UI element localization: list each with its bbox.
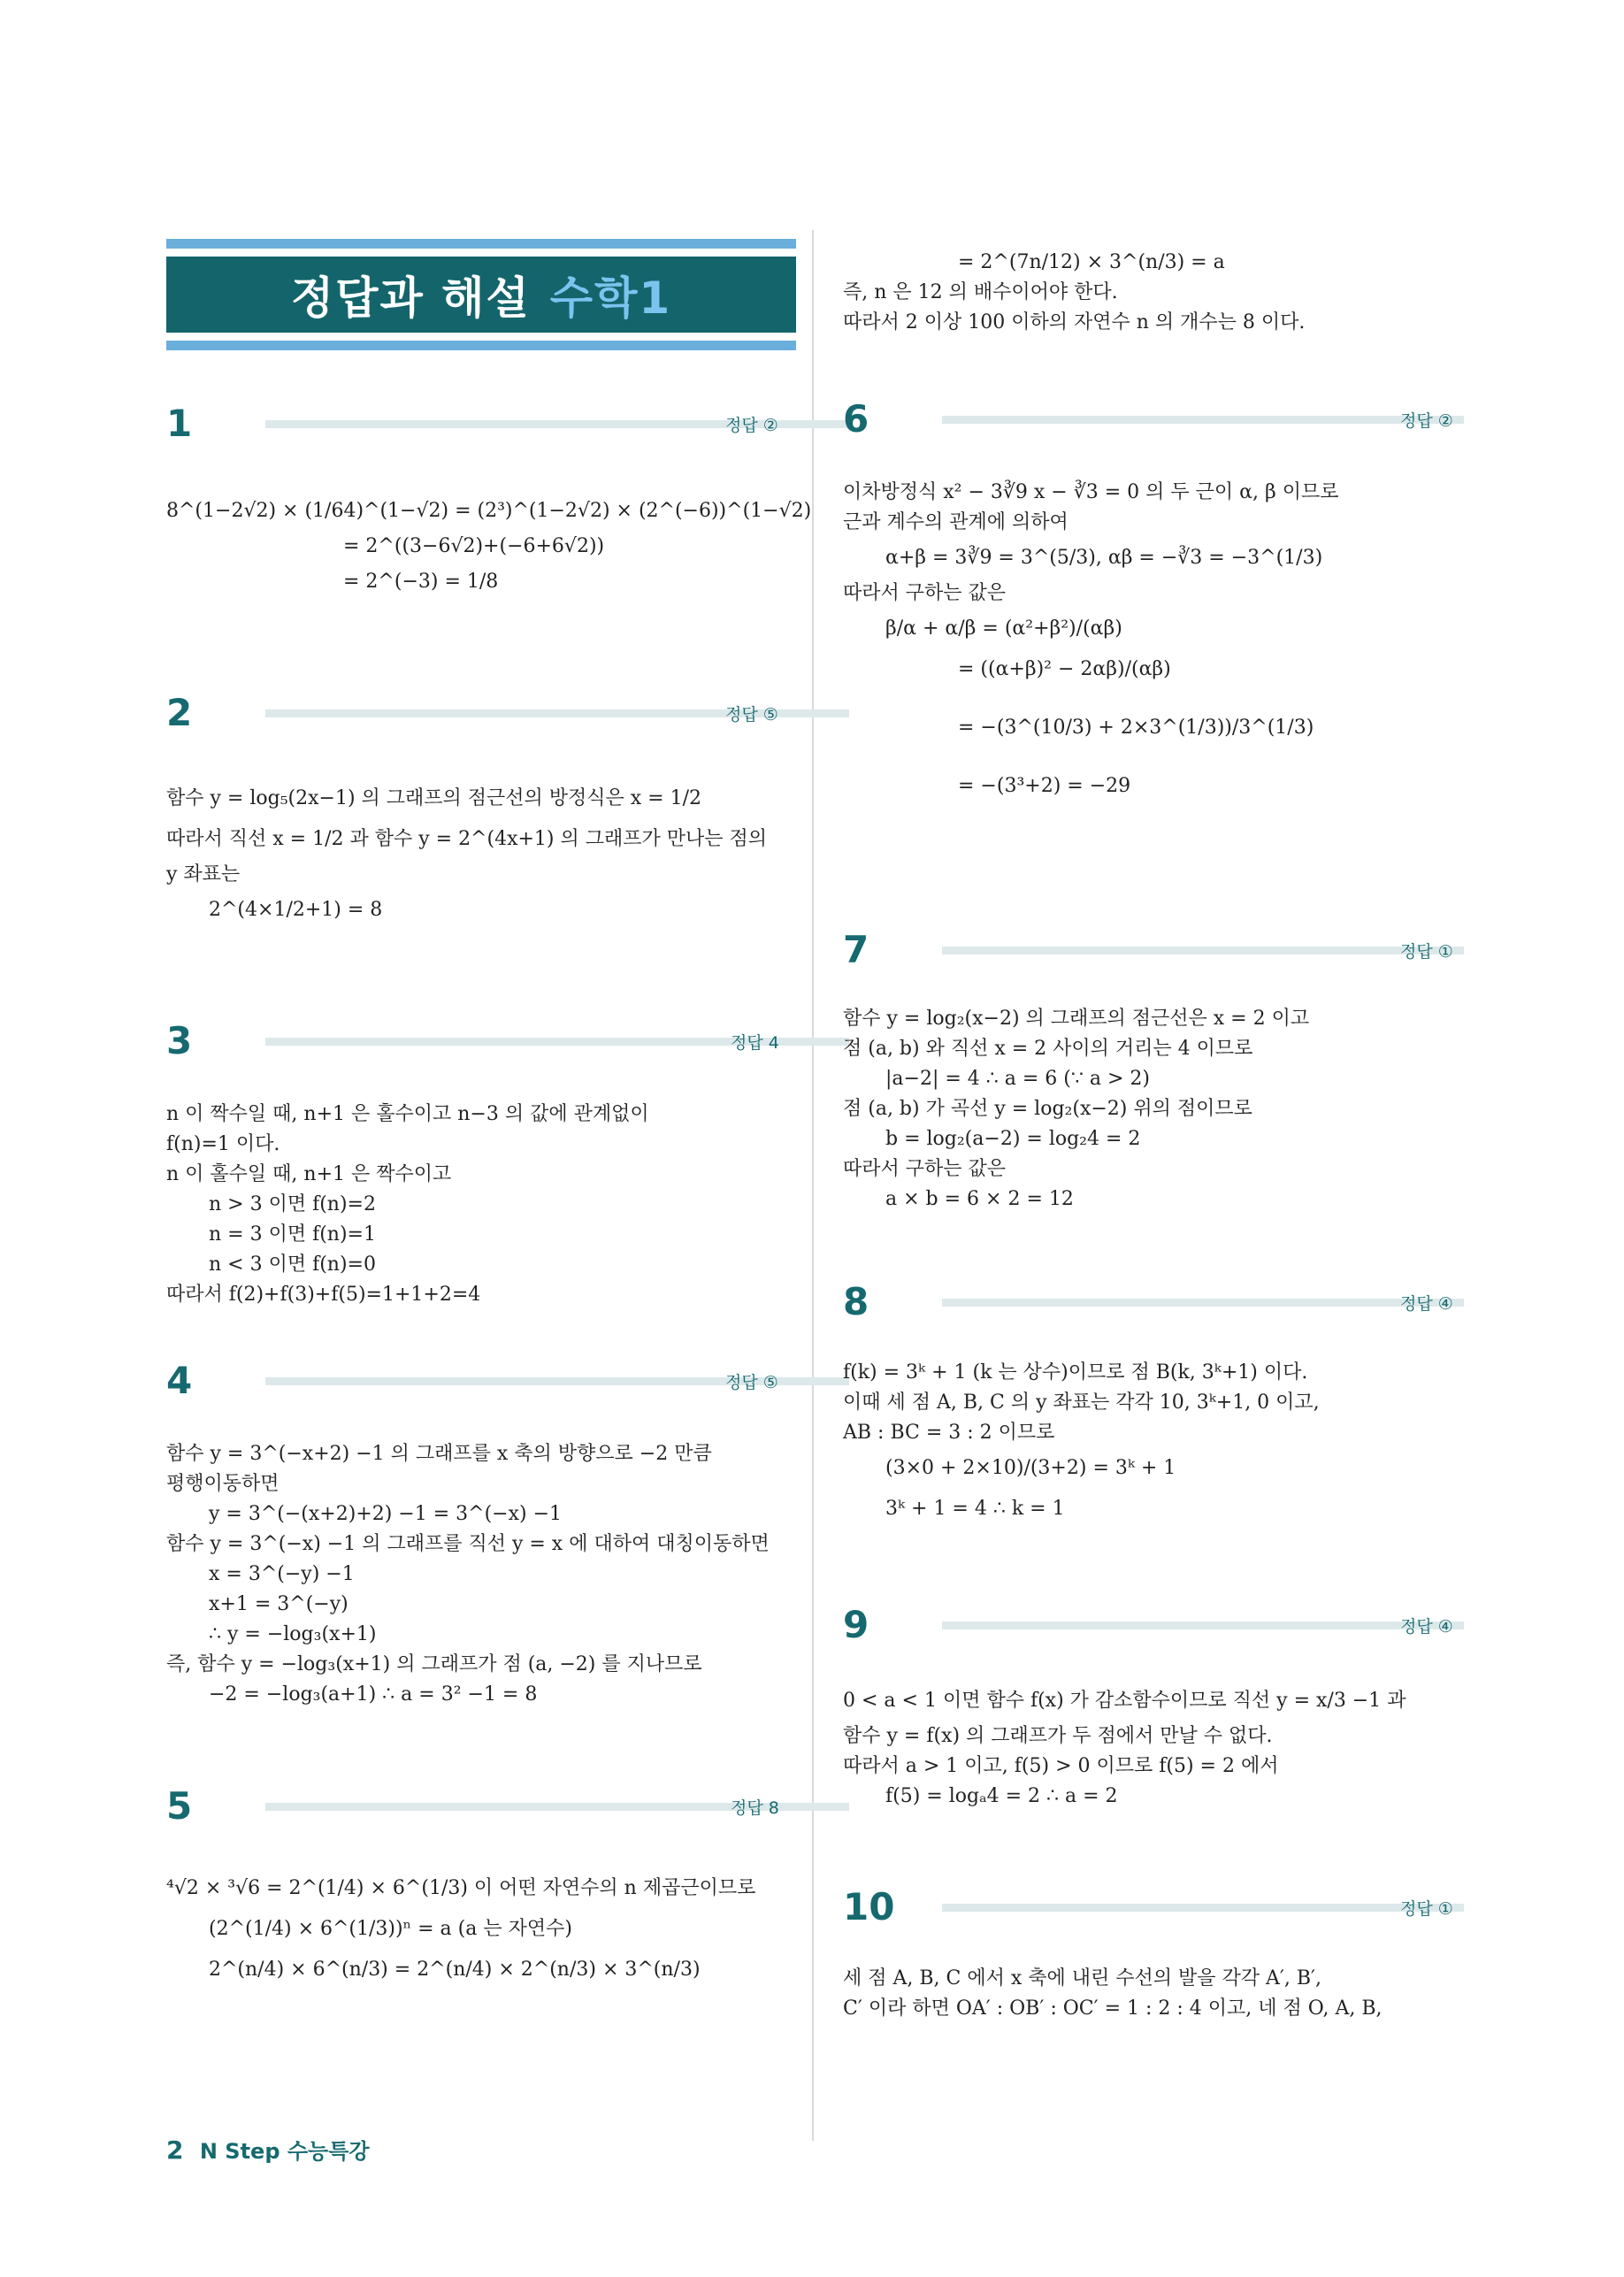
question-3-header bbox=[166, 1020, 796, 1062]
solution-line: 점 (a, b) 와 직선 x = 2 사이의 거리는 4 이므로 bbox=[843, 1038, 1253, 1060]
solution-line: 따라서 구하는 값은 bbox=[843, 582, 1007, 604]
solution-line: a × b = 6 × 2 = 12 bbox=[885, 1188, 1074, 1210]
solution-line: y 좌표는 bbox=[166, 863, 241, 886]
question-10-header bbox=[843, 1886, 1462, 1928]
question-5-solution-a bbox=[166, 1868, 755, 1990]
solution-line: 함수 y = 3^(−x+2) −1 의 그래프를 x 축의 방향으로 −2 만큼 bbox=[166, 1443, 712, 1465]
question-2-solution bbox=[166, 778, 767, 931]
question-6-header bbox=[843, 398, 1462, 441]
solution-line: = 2^((3−6√2)+(−6+6√2)) bbox=[343, 535, 605, 557]
question-1-solution bbox=[166, 491, 811, 602]
solution-line: = −(3^(10/3) + 2×3^(1/3))/3^(1/3) bbox=[958, 717, 1314, 739]
page-number: 2 bbox=[166, 2135, 184, 2165]
answer-label: 정답 ⑤ bbox=[725, 705, 778, 724]
solution-line: ⁴√2 × ³√6 = 2^(1/4) × 6^(1/3) 이 어떤 자연수의 n 제곱근이므로 bbox=[166, 1877, 756, 1899]
solution-line: 이때 세 점 A, B, C 의 y 좌표는 각각 10, 3ᵏ+1, 0 이고, bbox=[843, 1392, 1320, 1414]
solution-line: = ((α+β)² − 2αβ)/(αβ) bbox=[958, 658, 1171, 680]
question-number: 10 bbox=[843, 1885, 895, 1928]
banner-box bbox=[166, 257, 796, 333]
question-number: 1 bbox=[166, 402, 193, 445]
question-9-solution bbox=[843, 1681, 1406, 1812]
solution-line: 0 < a < 1 이면 함수 f(x) 가 감소함수이므로 직선 y = x/3 −1 과 bbox=[843, 1690, 1406, 1712]
solution-line: n > 3 이면 f(n)=2 bbox=[209, 1193, 376, 1215]
question-number: 7 bbox=[843, 928, 869, 971]
solution-line: −2 = −log₃(a+1) ∴ a = 3² −1 = 8 bbox=[209, 1683, 538, 1706]
solution-line: f(n)=1 이다. bbox=[166, 1133, 280, 1155]
solution-line: 점 (a, b) 가 곡선 y = log₂(x−2) 위의 점이므로 bbox=[843, 1098, 1252, 1120]
question-4-solution bbox=[166, 1439, 770, 1710]
solution-line: (3×0 + 2×10)/(3+2) = 3ᵏ + 1 bbox=[885, 1457, 1176, 1479]
solution-line: 따라서 f(2)+f(3)+f(5)=1+1+2=4 bbox=[166, 1284, 481, 1306]
solution-line: 즉, n 은 12 의 배수이어야 한다. bbox=[843, 281, 1118, 303]
solution-line: 평행이동하면 bbox=[166, 1473, 280, 1495]
question-5-solution-b bbox=[843, 248, 1305, 338]
question-number: 8 bbox=[843, 1280, 869, 1323]
solution-line: 즉, 함수 y = −log₃(x+1) 의 그래프가 점 (a, −2) 를 지나므로 bbox=[166, 1653, 702, 1675]
solution-line: 함수 y = f(x) 의 그래프가 두 점에서 만날 수 없다. bbox=[843, 1725, 1273, 1747]
question-8-header bbox=[843, 1281, 1462, 1323]
question-9-header bbox=[843, 1604, 1462, 1646]
solution-line: 따라서 2 이상 100 이하의 자연수 n 의 개수는 8 이다. bbox=[843, 311, 1306, 334]
question-number: 3 bbox=[166, 1019, 193, 1062]
answer-label: 정답 ② bbox=[1400, 411, 1453, 431]
header-rule bbox=[942, 1904, 1464, 1912]
solution-line: |a−2| = 4 ∴ a = 6 (∵ a > 2) bbox=[885, 1068, 1150, 1090]
solution-line: 따라서 직선 x = 1/2 과 함수 y = 2^(4x+1) 의 그래프가 만나는 점의 bbox=[166, 828, 767, 850]
header-rule bbox=[942, 416, 1464, 424]
question-8-solution bbox=[843, 1358, 1320, 1530]
column-divider bbox=[812, 230, 814, 2141]
solution-line: = 2^(7n/12) × 3^(n/3) = a bbox=[958, 251, 1225, 273]
solution-line: 3ᵏ + 1 = 4 ∴ k = 1 bbox=[885, 1498, 1065, 1520]
page-footer bbox=[166, 2134, 370, 2165]
solution-line: n 이 홀수일 때, n+1 은 짝수이고 bbox=[166, 1163, 452, 1185]
answer-label: 정답 ④ bbox=[1400, 1617, 1453, 1637]
header-rule bbox=[942, 1299, 1464, 1307]
solution-line: x = 3^(−y) −1 bbox=[209, 1563, 355, 1585]
question-7-solution bbox=[843, 1004, 1309, 1215]
solution-line: = −(3³+2) = −29 bbox=[958, 775, 1131, 797]
solution-line: 2^(n/4) × 6^(n/3) = 2^(n/4) × 2^(n/3) × 3^(n/3) bbox=[209, 1959, 701, 1981]
answer-label: 정답 ④ bbox=[1400, 1294, 1453, 1314]
solution-line: n = 3 이면 f(n)=1 bbox=[209, 1223, 376, 1246]
answer-label: 정답 ① bbox=[1400, 1899, 1453, 1919]
answer-label: 정답 8 bbox=[731, 1798, 779, 1818]
solution-line: AB : BC = 3 : 2 이므로 bbox=[843, 1422, 1055, 1444]
question-number: 4 bbox=[166, 1359, 193, 1402]
question-6-solution bbox=[843, 478, 1338, 807]
solution-line: β/α + α/β = (α²+β²)/(αβ) bbox=[885, 617, 1122, 640]
solution-line: 세 점 A, B, C 에서 x 축에 내린 수선의 발을 각각 A′, B′, bbox=[843, 1967, 1322, 1990]
question-1-header bbox=[166, 402, 796, 445]
solution-line: 함수 y = log₅(2x−1) 의 그래프의 점근선의 방정식은 x = 1/2 bbox=[166, 787, 702, 809]
banner-subject: 수학1 bbox=[549, 272, 672, 324]
header-rule bbox=[942, 1622, 1464, 1629]
question-4-header bbox=[166, 1360, 796, 1402]
solution-line: 함수 y = log₂(x−2) 의 그래프의 점근선은 x = 2 이고 bbox=[843, 1008, 1310, 1030]
solution-line: = 2^(−3) = 1/8 bbox=[343, 571, 499, 593]
answer-label: 정답 4 bbox=[731, 1033, 779, 1053]
solution-line: 2^(4×1/2+1) = 8 bbox=[209, 899, 383, 921]
solution-line: 근과 계수의 관계에 의하여 bbox=[843, 511, 1069, 533]
solution-line: 함수 y = 3^(−x) −1 의 그래프를 직선 y = x 에 대하여 대칭이동하면 bbox=[166, 1533, 770, 1555]
solution-line: b = log₂(a−2) = log₂4 = 2 bbox=[885, 1128, 1141, 1150]
question-number: 2 bbox=[166, 691, 193, 734]
solution-line: x+1 = 3^(−y) bbox=[209, 1593, 349, 1615]
solution-line: 따라서 구하는 값은 bbox=[843, 1158, 1007, 1180]
answer-label: 정답 ② bbox=[725, 416, 778, 435]
solution-line: 따라서 a > 1 이고, f(5) > 0 이므로 f(5) = 2 에서 bbox=[843, 1755, 1279, 1777]
question-number: 5 bbox=[166, 1784, 193, 1828]
solution-line: ∴ y = −log₃(x+1) bbox=[209, 1623, 377, 1645]
solution-line: n 이 짝수일 때, n+1 은 홀수이고 n−3 의 값에 관계없이 bbox=[166, 1103, 649, 1125]
question-2-header bbox=[166, 692, 796, 734]
banner-title: 정답과 해설 bbox=[290, 272, 531, 324]
solution-line: 이차방정식 x² − 3∛9 x − ∛3 = 0 의 두 근이 α, β 이므로 bbox=[843, 481, 1339, 503]
solution-line: f(k) = 3ᵏ + 1 (k 는 상수)이므로 점 B(k, 3ᵏ+1) 이다. bbox=[843, 1361, 1308, 1384]
question-5-header bbox=[166, 1785, 796, 1828]
solution-line: α+β = 3∛9 = 3^(5/3), αβ = −∛3 = −3^(1/3) bbox=[885, 547, 1323, 569]
title-banner bbox=[166, 239, 796, 350]
solution-line: 8^(1−2√2) × (1/64)^(1−√2) = (2³)^(1−2√2) × (2^(−6))^(1−√2) bbox=[166, 500, 812, 522]
question-number: 9 bbox=[843, 1603, 869, 1646]
solution-line: n < 3 이면 f(n)=0 bbox=[209, 1254, 376, 1276]
header-rule bbox=[942, 947, 1464, 954]
question-3-solution bbox=[166, 1100, 649, 1310]
banner-top-bar bbox=[166, 239, 796, 249]
solution-line: C′ 이라 하면 OA′ : OB′ : OC′ = 1 : 2 : 4 이고, 네 점 O, A, B, bbox=[843, 1997, 1383, 2020]
question-number: 6 bbox=[843, 397, 869, 441]
solution-line: f(5) = logₐ4 = 2 ∴ a = 2 bbox=[885, 1785, 1118, 1807]
question-7-header bbox=[843, 929, 1462, 971]
solution-line: (2^(1/4) × 6^(1/3))ⁿ = a (a 는 자연수) bbox=[209, 1918, 572, 1940]
solution-line: y = 3^(−(x+2)+2) −1 = 3^(−x) −1 bbox=[209, 1503, 563, 1525]
banner-bottom-bar bbox=[166, 341, 796, 350]
answer-label: 정답 ⑤ bbox=[725, 1373, 778, 1392]
answer-label: 정답 ① bbox=[1400, 942, 1453, 962]
question-10-solution bbox=[843, 1964, 1383, 2024]
book-title: N Step 수능특강 bbox=[199, 2139, 370, 2164]
